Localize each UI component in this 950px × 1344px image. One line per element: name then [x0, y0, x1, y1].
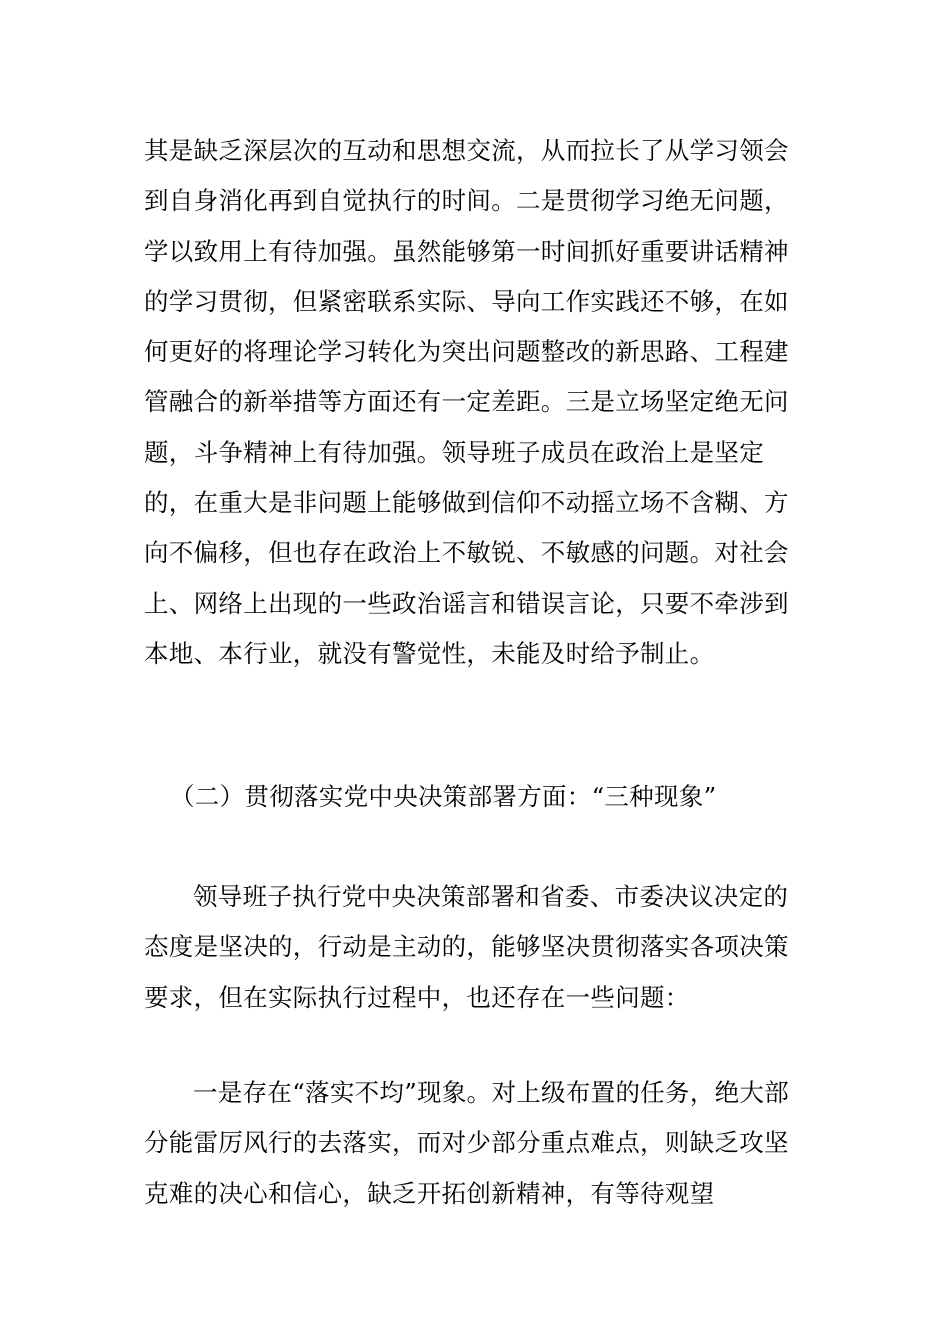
body-paragraph: 其是缺乏深层次的互动和思想交流，从而拉长了从学习领会到自身消化再到自觉执行的时间。二是贯彻学习绝无问题，学以致用上有待加强。虽然能够第一时间抓好重要讲话精神的学习贯彻，但紧密联系实际、导向工作实践还不够，在如何更好的将理论学习转化为突出问题整改的新思路、工程建管融合的新举措等方面还有一定差距。三是立场坚定绝无问题，斗争精神上有待加强。领导班子成员在政治上是坚定的，在重大是非问题上能够做到信仰不动摇立场不含糊、方向不偏移，但也存在政治上不敏锐、不敏感的问题。对社会上、网络上出现的一些政治谣言和错误言论，只要不牵涉到本地、本行业，就没有警觉性，未能及时给予制止。: [144, 136, 789, 668]
section-heading: （二）贯彻落实党中央决策部署方面：“三种现象”: [170, 782, 717, 811]
body-paragraph: 一是存在“落实不均”现象。对上级布置的任务，绝大部分能雷厉风行的去落实，而对少部分重点难点，则缺乏攻坚克难的决心和信心，缺乏开拓创新精神，有等待观望: [144, 1078, 790, 1208]
body-paragraph: 领导班子执行党中央决策部署和省委、市委决议决定的态度是坚决的，行动是主动的，能够坚决贯彻落实各项决策要求，但在实际执行过程中，也还存在一些问题：: [144, 882, 789, 1012]
